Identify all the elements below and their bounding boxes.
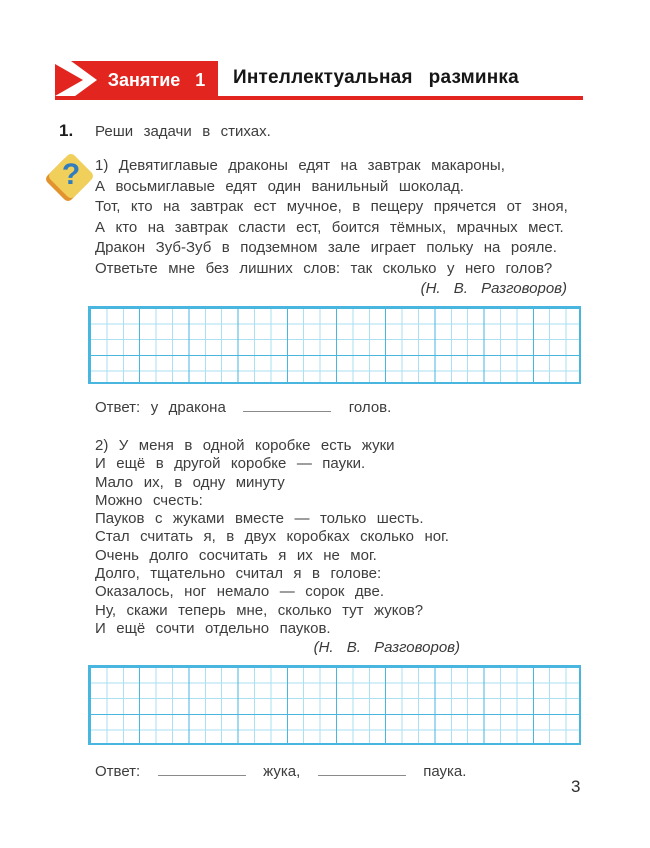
task-instruction: Реши задачи в стихах. [95,123,271,140]
answer-label: Ответ: [95,399,141,416]
poem-attribution: (Н. В. Разговоров) [313,639,460,657]
task-number: 1. [59,121,74,140]
answer-line-1 [95,397,391,416]
question-mark-glyph: ? [61,158,81,191]
poem-line: Долго, тщательно считал я в голове: [95,565,382,583]
answer-blank [158,761,246,776]
poem-line: Оказалось, ног немало — сорок две. [95,583,384,601]
answer-text: у дракона [150,399,226,416]
poem-line: 1) Девятиглавые драконы едят на завтрак макароны, [95,157,505,174]
poem-line: А кто на завтрак сласти ест, боится тёмных, мрачных мест. [95,218,564,236]
poem-line: А восьмиглавые едят один ванильный шоколад. [95,177,464,195]
page-number: 3 [571,777,581,796]
work-grid-1 [88,306,581,384]
question-icon [44,149,98,203]
answer-line-2 [95,761,466,780]
poem-1 [95,156,583,300]
poem-line: Тот, кто на завтрак ест мучное, в пещеру прячется от зноя, [95,198,568,215]
poem-line: Ответьте мне без лишних слов: так сколько у него голов? [95,259,553,277]
answer-blank [318,761,406,776]
answer-text: паука. [423,763,467,780]
poem-line: Пауков с жуками вместе — только шесть. [95,510,424,528]
lesson-banner [55,61,218,99]
answer-label: Ответ: [95,763,141,780]
poem-line: Дракон Зуб-Зуб в подземном зале играет польку на рояле. [95,239,557,256]
answer-text: голов. [348,399,392,416]
lesson-label: Занятие 1 [107,69,206,90]
answer-blank [243,397,331,412]
poem-line: И ещё сочти отдельно пауков. [95,619,331,637]
poem-line: Очень долго сосчитать я их не мог. [95,546,377,564]
poem-line: Мало их, в одну минуту [95,473,285,491]
section-title: Интеллектуальная разминка [233,67,519,88]
poem-attribution: (Н. В. Разговоров) [420,280,567,297]
poem-line: 2) У меня в одной коробке есть жуки [95,437,395,454]
poem-line: Ну, скажи теперь мне, сколько тут жуков? [95,601,424,619]
poem-2 [95,437,583,658]
work-grid-2 [88,665,581,745]
answer-text: жука, [263,763,301,780]
poem-line: Можно счесть: [95,491,203,509]
poem-line: И ещё в другой коробке — пауки. [95,455,366,473]
poem-line: Стал считать я, в двух коробках сколько ног. [95,528,449,546]
